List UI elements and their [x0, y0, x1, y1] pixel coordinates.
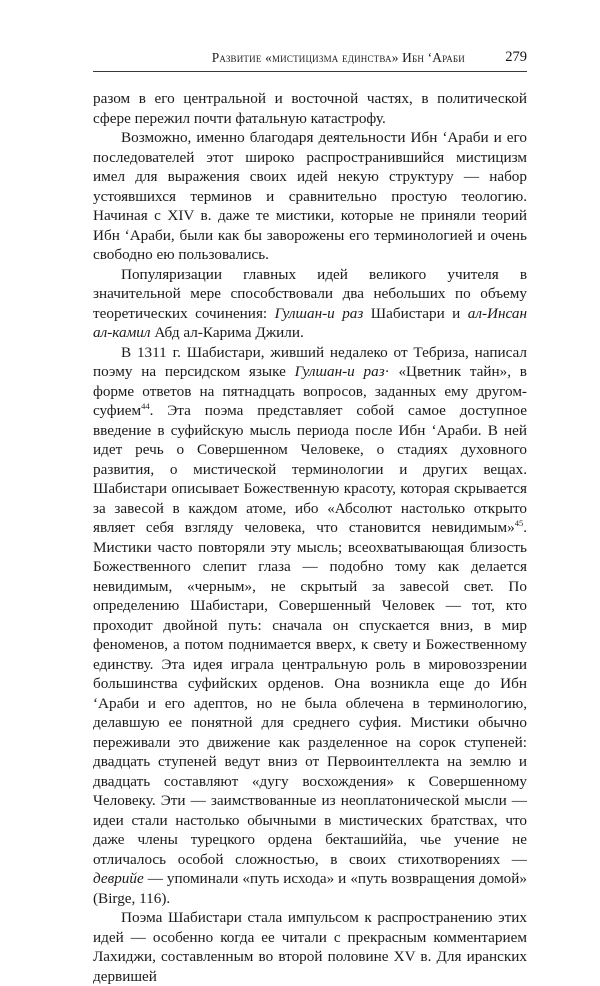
running-head [93, 47, 527, 72]
footnote-ref: 44 [141, 401, 150, 411]
text-run: — упоминали «путь исхода» и «путь возвращения домой» (Birge, 116). [93, 870, 527, 907]
italic-term: ал-Инсан ал-камил [93, 304, 527, 341]
text-run: . Мистики часто повторяли эту мысль; всеохватывающая близость Божественного слепит глаза — подобно тому как делается невидимым, «черным», не скрытый за завесой свет. По определению Шабистари, Совершенный Человек — тот, кто проходит двойной путь: сначала он спускается вниз, в мир феноменов, а потом поднимается вверх, к свету и Божественному единству. Эта идея играла центральную роль в мировоззрении большинства суфийских орденов. Она возникла еще до Ибн ʻАраби и его адептов, но не была облечена в терминологию, делавшую ее понятной для среднего суфия. Мистики обычно переживали это движение как разделенное на сорок ступеней: двадцать ступеней ведут вниз от Первоинтеллекта на землю и двадцать составляют «дугу восхождения» к Совершенному Человеку. Эти — заимствованные из неоплатонической мысли — идеи стали настолько обычными в мистических братствах, что даже члены турецкого ордена бекташиййа, чье учение не отличалось особой сложностью, в своих стихотворениях — [93, 519, 527, 868]
text-run: В 1311 г. Шабистари, живший недалеко от Тебриза, написал поэму на персидском языке [93, 343, 527, 380]
text-run: Популяризации главных идей великого учителя в значительной мере способствовали два небольших по объему теоретических сочинения: [93, 265, 527, 322]
text-run: Поэма Шабистари стала импульсом к распространению этих идей — особенно когда ее читали с прекрасным комментарием Лахиджи, составленным во второй половине XV в. Для иранских дервишей [93, 909, 527, 985]
footnote-ref: 45 [514, 518, 524, 528]
paragraph [93, 128, 527, 265]
text-run: Возможно, именно благодаря деятельности Ибн ʻАраби и его последователей этот широко распространившийся мистицизм имел для выражения своих идей некую структуру — набор устоявшихся терминов и сравнительно простую теологию. Начиная с XIV в. даже те мистики, которые не приняли теорий Ибн ʻАраби, были как бы заворожены его терминологией и очень свободно ею пользовались. [93, 129, 527, 263]
paragraph [93, 908, 527, 986]
running-title: Развитие «мистицизма единства» Ибн ʻАраби [211, 50, 465, 65]
paragraph [93, 89, 527, 128]
page-number: 279 [505, 49, 527, 65]
text-run: Абд ал-Карима Джили. [150, 324, 304, 341]
paragraph [93, 343, 527, 909]
text-run: разом в его центральной и восточной частях, в политической сфере пережил почти фатальную катастрофу. [93, 90, 527, 127]
text-run: · «Цветник тайн», в форме ответов на пятнадцать вопросов, заданных ему другом-суфием [93, 363, 527, 419]
paragraph [93, 265, 527, 343]
text-run: . Эта поэма представляет собой самое доступное введение в суфийскую мысль периода после Ибн ʻАраби. В ней идет речь о Совершенном Человеке, о стадиях духовного развития, о мистической терминологии и других вещах. Шабистари описывает Божественную красоту, которая скрывается за завесой в каждом атоме, ибо «Абсолют настолько открыто являет себя взгляду человека, что становится невидимым» [93, 402, 527, 536]
body-text [93, 89, 527, 986]
italic-term: деврийе [93, 870, 144, 887]
italic-term: Гулшан-и раз [294, 363, 385, 380]
text-run: Шабистари и [363, 304, 468, 322]
italic-term: Гулшан-и раз [274, 304, 364, 322]
